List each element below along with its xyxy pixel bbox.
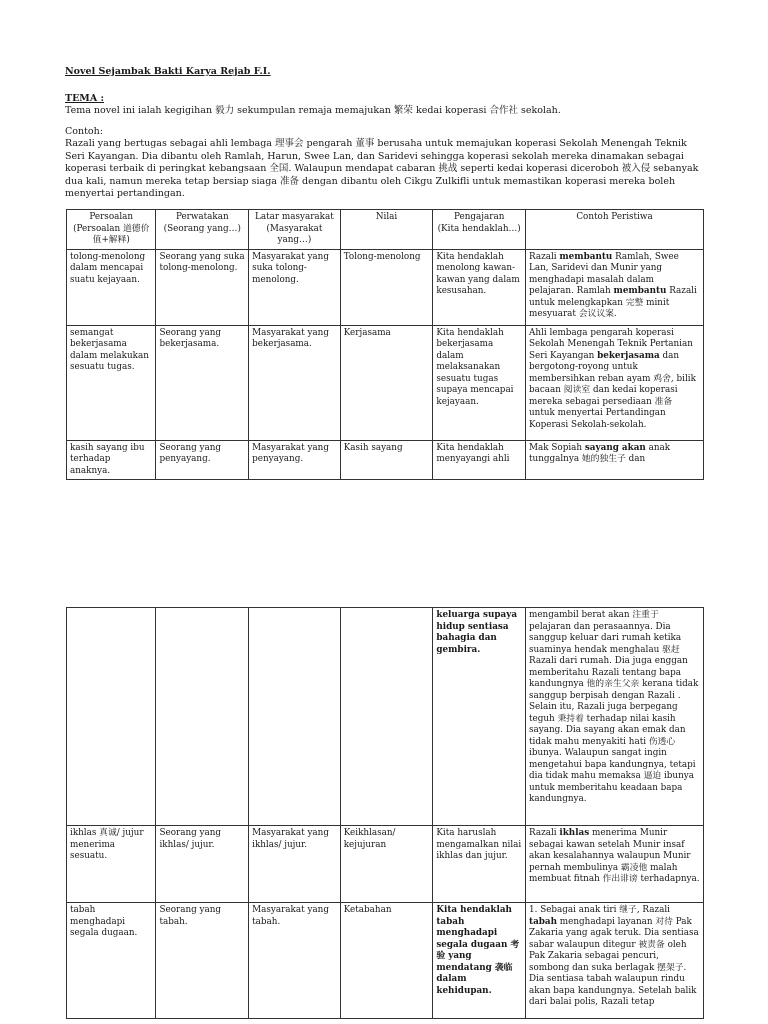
cell-nilai: Ketabahan bbox=[340, 903, 433, 1019]
cell-persoalan: semangat bekerjasama dalam melakukan sesuatu tugas. bbox=[67, 325, 156, 440]
header-nilai: Nilai bbox=[340, 210, 433, 250]
cell-latar: Masyarakat yang tabah. bbox=[249, 903, 341, 1019]
cell-nilai: Tolong-menolong bbox=[340, 249, 433, 325]
cell-latar: Masyarakat yang penyayang. bbox=[249, 440, 341, 480]
cell-contoh bbox=[526, 440, 704, 480]
cell-nilai: Keikhlasan/ kejujuran bbox=[340, 826, 433, 903]
contoh-keyword: membantu bbox=[559, 251, 613, 262]
cell-latar: Masyarakat yang suka tolong-menolong. bbox=[249, 249, 341, 325]
cell-persoalan: kasih sayang ibu terhadap anaknya. bbox=[67, 440, 156, 480]
contoh-text-part: dan bergotong-royong untuk membersihkan reban ayam 鸡舍, bilik bacaan 阅读室 dan kedai koperasi mereka sebagai persediaan 准备 untuk menyertai Pertandingan Koperasi Sekolah-sekolah. bbox=[529, 350, 696, 430]
tema-heading: TEMA : bbox=[65, 92, 105, 104]
cell-contoh bbox=[526, 608, 704, 826]
table-row bbox=[67, 903, 704, 1019]
theme-analysis-table-page2 bbox=[66, 607, 704, 1019]
cell-latar bbox=[249, 608, 341, 826]
header-latar-masyarakat: Latar masyarakat (Masyarakat yang…) bbox=[249, 210, 341, 250]
contoh-keyword: bekerjasama bbox=[597, 350, 660, 361]
header-pengajaran: Pengajaran (Kita hendaklah…) bbox=[433, 210, 526, 250]
cell-perwatakan: Seorang yang suka tolong-menolong. bbox=[156, 249, 249, 325]
cell-pengajaran: keluarga supaya hidup sentiasa bahagia dan gembira. bbox=[433, 608, 526, 826]
contoh-text-part: anak tunggalnya 她的独生子 dan bbox=[529, 442, 671, 464]
contoh-text-part: 1. Sebagai anak tiri 继子, Razali bbox=[529, 905, 670, 915]
contoh-label: Contoh: bbox=[65, 125, 103, 137]
cell-contoh bbox=[526, 325, 704, 440]
header-perwatakan: Perwatakan (Seorang yang…) bbox=[156, 210, 249, 250]
header-contoh-peristiwa: Contoh Peristiwa bbox=[526, 210, 704, 250]
cell-persoalan: tabah menghadapi segala dugaan. bbox=[67, 903, 156, 1019]
contoh-text-part: Razali bbox=[529, 251, 560, 262]
cell-pengajaran: Kita hendaklah bekerjasama dalam melaksanakan sesuatu tugas supaya mencapai kejayaan. bbox=[433, 325, 526, 440]
cell-perwatakan: Seorang yang penyayang. bbox=[156, 440, 249, 480]
cell-pengajaran: Kita hendaklah menolong kawan-kawan yang dalam kesusahan. bbox=[433, 249, 526, 325]
cell-pengajaran: Kita hendaklah menyayangi ahli bbox=[433, 440, 526, 480]
novel-title: Novel Sejambak Bakti Karya Rejab F.I. bbox=[65, 66, 271, 77]
contoh-keyword: ikhlas bbox=[559, 828, 590, 838]
contoh-keyword: sayang akan bbox=[584, 442, 646, 453]
table-row bbox=[67, 249, 704, 325]
contoh-text-part: Mak Sopiah bbox=[529, 442, 585, 453]
document-header bbox=[65, 66, 705, 201]
contoh-text-part: Razali untuk melengkapkan 完整 minit mesyuarat 会议议案. bbox=[529, 286, 697, 319]
cell-perwatakan bbox=[156, 608, 249, 826]
contoh-text: Razali yang bertugas sebagai ahli lembaga 理事会 pengarah 董事 berusaha untuk memajukan koperasi Sekolah Menengah Teknik Seri Kayangan. Dia dibantu oleh Ramlah, Harun, Swee Lan, dan Saridevi sehingga koperasi sekolah mereka dinamakan sebagai koperasi terbaik di peringkat kebangsaan 全国. Walaupun mendapat cabaran 挑战 seperti kedai koperasi diceroboh 被入侵 sebanyak dua kali, namun mereka tetap bersiap siaga 准备 dengan dibantu oleh Cikgu Zulkifli untuk memastikan koperasi mereka boleh menyertai pertandingan. bbox=[65, 138, 699, 199]
cell-nilai bbox=[340, 608, 433, 826]
cell-latar: Masyarakat yang bekerjasama. bbox=[249, 325, 341, 440]
cell-latar: Masyarakat yang ikhlas/ jujur. bbox=[249, 826, 341, 903]
table-row bbox=[67, 826, 704, 903]
contoh-text-part: Razali bbox=[529, 828, 560, 838]
cell-pengajaran: Kita haruslah mengamalkan nilai ikhlas dan jujur. bbox=[433, 826, 526, 903]
cell-contoh bbox=[526, 826, 704, 903]
contoh-text-part: Ahli lembaga pengarah koperasi Sekolah Menengah Teknik Pertanian Seri Kayangan bbox=[529, 327, 693, 361]
contoh-text-part: menghadapi layanan 对待 Pak Zakaria yang agak teruk. Dia sentiasa sabar walaupun ditegur 被责备 oleh Pak Zakaria sebagai pencuri, sombong dan suka berlagak 摆架子. Dia sentiasa tabah walaupun rindu akan bapa kandungnya. Setelah balik dari balai polis, Razali tetap bbox=[529, 916, 699, 1007]
cell-contoh bbox=[526, 249, 704, 325]
table-header-row bbox=[67, 210, 704, 250]
table-row bbox=[67, 608, 704, 826]
cell-perwatakan: Seorang yang bekerjasama. bbox=[156, 325, 249, 440]
cell-persoalan: ikhlas 真诚/ jujur menerima sesuatu. bbox=[67, 826, 156, 903]
cell-persoalan: tolong-menolong dalam mencapai suatu kejayaan. bbox=[67, 249, 156, 325]
theme-analysis-table-page1 bbox=[66, 209, 704, 480]
contoh-keyword: membantu bbox=[613, 286, 667, 296]
cell-persoalan bbox=[67, 608, 156, 826]
contoh-text-part: Ramlah, Swee Lan, Saridevi dan Munir yang menghadapi masalah dalam pelajaran. Ramlah bbox=[529, 251, 679, 296]
tema-text: Tema novel ini ialah kegigihan 毅力 sekumpulan remaja memajukan 繁荣 kedai koperasi 合作社 sekolah. bbox=[65, 105, 561, 116]
cell-pengajaran: Kita hendaklah tabah menghadapi segala dugaan 考验 yang mendatang 袭临 dalam kehidupan. bbox=[433, 903, 526, 1019]
contoh-text-part: menerima Munir sebagai kawan setelah Munir insaf akan kesalahannya walaupun Munir pernah membulinya 霸凌他 malah membuat fitnah 作出诽谤 terhadapnya. bbox=[529, 828, 700, 884]
table-row bbox=[67, 440, 704, 480]
table-row bbox=[67, 325, 704, 440]
header-persoalan: Persoalan (Persoalan 道德价值+解释) bbox=[67, 210, 156, 250]
cell-perwatakan: Seorang yang ikhlas/ jujur. bbox=[156, 826, 249, 903]
contoh-text-part: mengambil berat akan 注重于 pelajaran dan perasaannya. Dia sanggup keluar dari rumah ketika suaminya hendak menghalau 驱赶 Razali dari rumah. Dia juga enggan memberitahu Razali tentang bapa kandungnya 他的亲生父亲 kerana tidak sanggup berpisah dengan Razali . Selain itu, Razali juga berpegang teguh 秉持着 terhadap nilai kasih sayang. Dia sayang akan emak dan tidak mahu menyakiti hati 伤透心 ibunya. Walaupun sangat ingin mengetahui bapa kandungnya, tetapi dia tidak mahu memaksa 逼迫 ibunya untuk memberitahu keadaan bapa kandungnya. bbox=[529, 610, 699, 804]
contoh-keyword: tabah bbox=[529, 916, 558, 927]
cell-perwatakan: Seorang yang tabah. bbox=[156, 903, 249, 1019]
cell-nilai: Kasih sayang bbox=[340, 440, 433, 480]
cell-nilai: Kerjasama bbox=[340, 325, 433, 440]
cell-contoh bbox=[526, 903, 704, 1019]
